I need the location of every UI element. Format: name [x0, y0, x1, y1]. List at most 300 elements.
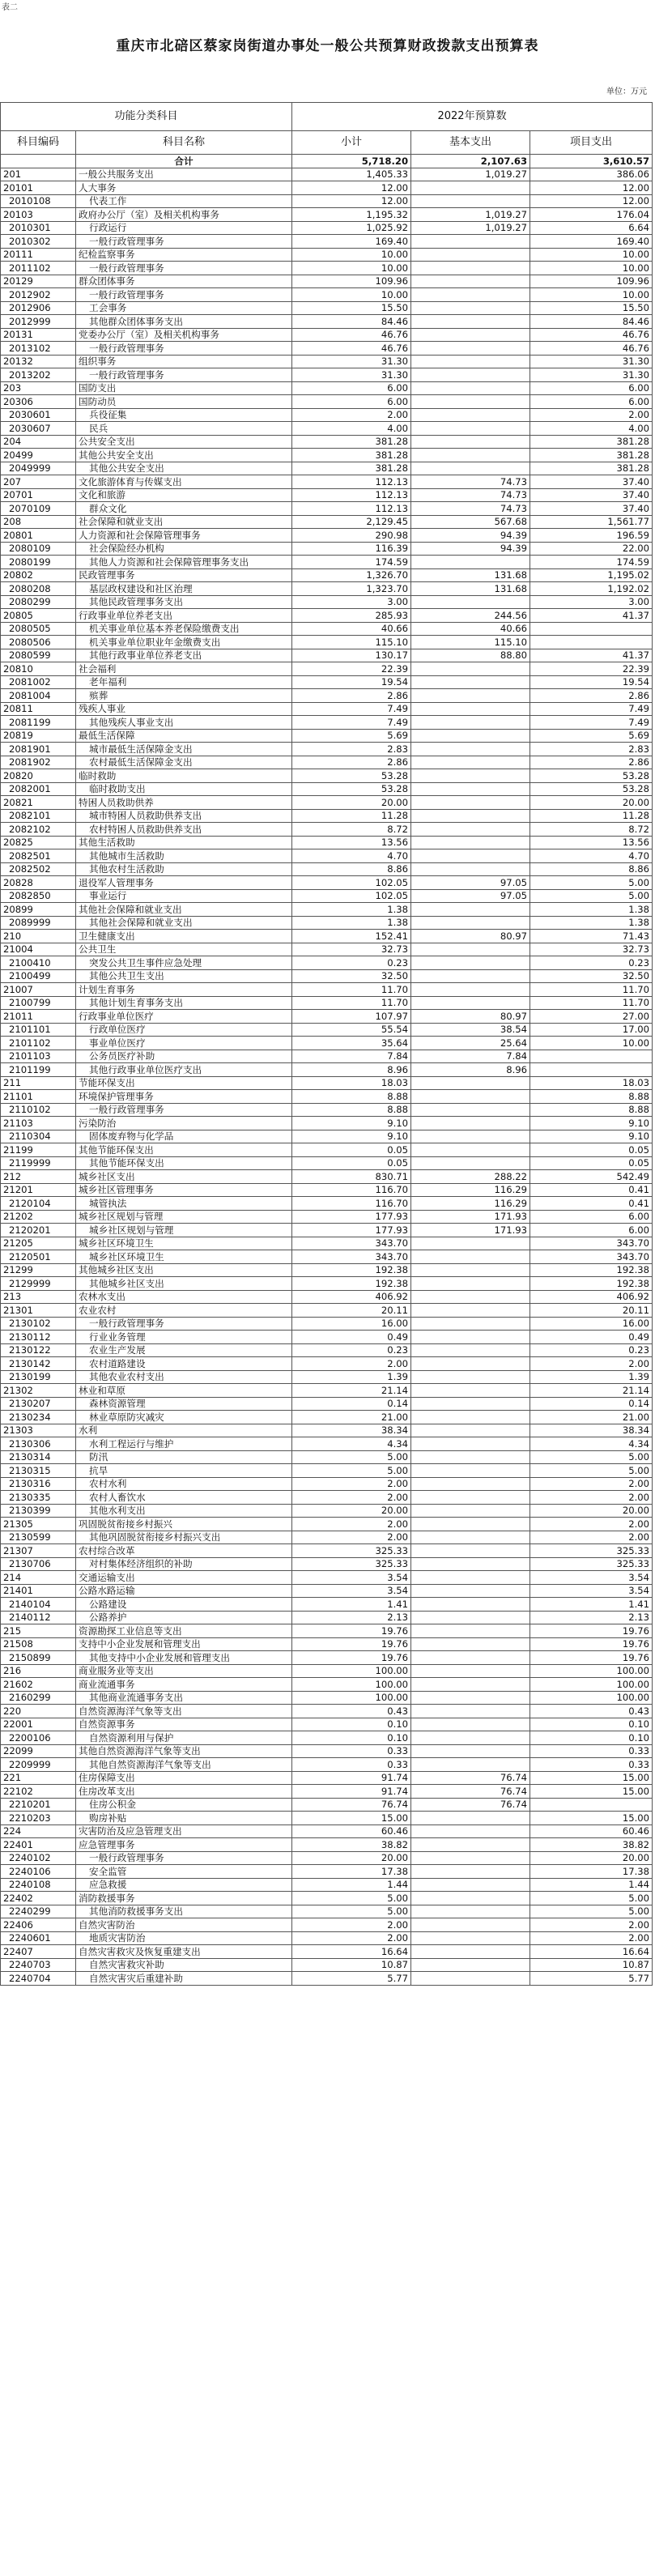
code-cell: 21401	[1, 1584, 76, 1598]
subtotal-cell: 0.23	[292, 1343, 411, 1357]
name-cell: 支持中小企业发展和管理支出	[76, 1637, 292, 1651]
project-cell: 5.00	[530, 1464, 653, 1478]
table-row	[1, 1143, 653, 1157]
table-row	[1, 1504, 653, 1518]
table-row	[1, 208, 653, 222]
code-cell: 22402	[1, 1892, 76, 1905]
subtotal-cell: 18.03	[292, 1076, 411, 1090]
code-cell: 20101	[1, 181, 76, 195]
name-cell: 公务员医疗补助	[76, 1050, 292, 1063]
table-row	[1, 1918, 653, 1932]
project-cell: 406.92	[530, 1290, 653, 1304]
table-row	[1, 1651, 653, 1665]
project-cell: 15.00	[530, 1771, 653, 1785]
project-cell: 19.76	[530, 1624, 653, 1638]
code-cell: 2240102	[1, 1851, 76, 1865]
name-cell: 其他残疾人事业支出	[76, 716, 292, 730]
code-cell: 2080208	[1, 582, 76, 596]
code-cell: 21301	[1, 1304, 76, 1318]
table-row	[1, 943, 653, 956]
project-cell: 100.00	[530, 1691, 653, 1705]
table-row	[1, 1411, 653, 1424]
name-cell: 民兵	[76, 422, 292, 436]
name-cell: 群众团体事务	[76, 275, 292, 288]
code-cell: 2100799	[1, 996, 76, 1010]
project-cell: 19.76	[530, 1637, 653, 1651]
name-cell: 农村人畜饮水	[76, 1491, 292, 1505]
code-cell: 2082502	[1, 862, 76, 876]
code-cell: 2101199	[1, 1063, 76, 1077]
basic-cell	[411, 916, 530, 930]
name-cell: 农村水利	[76, 1477, 292, 1491]
code-cell: 20131	[1, 328, 76, 342]
name-cell: 其他农村生活救助	[76, 862, 292, 876]
name-cell: 商业服务业等支出	[76, 1664, 292, 1678]
subtotal-cell: 100.00	[292, 1664, 411, 1678]
project-cell: 31.30	[530, 368, 653, 382]
name-cell: 文化旅游体育与传媒支出	[76, 475, 292, 489]
table-row	[1, 381, 653, 395]
project-cell: 1,195.02	[530, 568, 653, 582]
name-cell: 防汛	[76, 1450, 292, 1464]
project-cell	[530, 1050, 653, 1063]
project-cell: 5.00	[530, 1892, 653, 1905]
subtotal-cell: 22.39	[292, 662, 411, 676]
basic-cell: 97.05	[411, 889, 530, 903]
name-cell: 城市最低生活保障金支出	[76, 743, 292, 756]
name-cell: 残疾人事业	[76, 702, 292, 716]
project-cell: 8.86	[530, 862, 653, 876]
name-cell: 巩固脱贫衔接乡村振兴	[76, 1518, 292, 1531]
basic-cell	[411, 796, 530, 810]
name-cell: 一般行政管理事务	[76, 262, 292, 275]
name-cell: 水利工程运行与维护	[76, 1437, 292, 1451]
subtotal-cell: 1.44	[292, 1878, 411, 1892]
code-cell: 2130102	[1, 1317, 76, 1331]
subtotal-cell: 0.14	[292, 1397, 411, 1411]
project-cell: 10.87	[530, 1958, 653, 1972]
header-code: 科目编码	[1, 131, 76, 155]
table-row	[1, 462, 653, 475]
basic-cell	[411, 1718, 530, 1731]
table-row	[1, 449, 653, 462]
basic-cell: 8.96	[411, 1063, 530, 1077]
basic-cell	[411, 1397, 530, 1411]
code-cell: 2240108	[1, 1878, 76, 1892]
subtotal-cell: 8.88	[292, 1090, 411, 1104]
table-row	[1, 1972, 653, 1986]
subtotal-cell: 16.00	[292, 1317, 411, 1331]
project-cell	[530, 622, 653, 636]
name-cell: 城乡社区环境卫生	[76, 1237, 292, 1250]
table-row	[1, 969, 653, 983]
basic-cell	[411, 1705, 530, 1718]
basic-cell	[411, 729, 530, 743]
subtotal-cell: 20.00	[292, 1851, 411, 1865]
header-project: 项目支出	[530, 131, 653, 155]
name-cell: 兵役征集	[76, 408, 292, 422]
basic-cell: 88.80	[411, 649, 530, 662]
total-project: 3,610.57	[530, 155, 653, 168]
project-cell: 0.14	[530, 1397, 653, 1411]
table-row	[1, 1824, 653, 1838]
code-cell: 2100499	[1, 969, 76, 983]
project-cell: 37.40	[530, 488, 653, 502]
name-cell: 其他自然资源海洋气象等支出	[76, 1744, 292, 1758]
subtotal-cell: 8.72	[292, 823, 411, 837]
subtotal-cell: 4.34	[292, 1437, 411, 1451]
subtotal-cell: 91.74	[292, 1771, 411, 1785]
basic-cell: 74.73	[411, 475, 530, 489]
table-row	[1, 221, 653, 235]
code-cell: 2082101	[1, 809, 76, 823]
name-cell: 农林水支出	[76, 1290, 292, 1304]
subtotal-cell: 5.00	[292, 1905, 411, 1918]
basic-cell	[411, 1878, 530, 1892]
code-cell: 2160299	[1, 1691, 76, 1705]
subtotal-cell: 6.00	[292, 381, 411, 395]
project-cell: 8.88	[530, 1090, 653, 1104]
project-cell: 19.54	[530, 675, 653, 689]
project-cell: 109.96	[530, 275, 653, 288]
table-row	[1, 1370, 653, 1384]
table-row	[1, 689, 653, 703]
code-cell: 214	[1, 1571, 76, 1585]
project-cell: 53.28	[530, 769, 653, 783]
code-cell: 20701	[1, 488, 76, 502]
name-cell: 林业草原防灾减灾	[76, 1411, 292, 1424]
table-row	[1, 1183, 653, 1197]
subtotal-cell: 7.49	[292, 716, 411, 730]
name-cell: 其他城市生活救助	[76, 849, 292, 863]
basic-cell	[411, 1611, 530, 1624]
subtotal-cell: 1,405.33	[292, 168, 411, 181]
code-cell: 2070109	[1, 502, 76, 516]
name-cell: 国防支出	[76, 381, 292, 395]
basic-cell	[411, 1103, 530, 1117]
name-cell: 其他计划生育事务支出	[76, 996, 292, 1010]
subtotal-cell: 102.05	[292, 889, 411, 903]
project-cell: 174.59	[530, 556, 653, 569]
header-budget-group: 2022年预算数	[292, 103, 653, 131]
code-cell: 2240703	[1, 1958, 76, 1972]
project-cell: 3.54	[530, 1571, 653, 1585]
table-row	[1, 1544, 653, 1558]
project-cell: 9.10	[530, 1130, 653, 1143]
name-cell: 其他行政事业单位医疗支出	[76, 1063, 292, 1077]
name-cell: 其他人力资源和社会保障管理事务支出	[76, 556, 292, 569]
table-row	[1, 1637, 653, 1651]
code-cell: 2012906	[1, 301, 76, 315]
basic-cell	[411, 1691, 530, 1705]
basic-cell: 7.84	[411, 1050, 530, 1063]
project-cell: 3.54	[530, 1584, 653, 1598]
table-row	[1, 235, 653, 249]
project-cell: 0.33	[530, 1744, 653, 1758]
code-cell: 2010301	[1, 221, 76, 235]
project-cell: 325.33	[530, 1544, 653, 1558]
total-subtotal: 5,718.20	[292, 155, 411, 168]
name-cell: 其他生活救助	[76, 836, 292, 849]
project-cell: 16.00	[530, 1317, 653, 1331]
table-row	[1, 1250, 653, 1264]
name-cell: 自然灾害救灾及恢复重建支出	[76, 1945, 292, 1959]
table-row	[1, 849, 653, 863]
name-cell: 抗旱	[76, 1464, 292, 1478]
code-cell: 21299	[1, 1263, 76, 1277]
subtotal-cell: 100.00	[292, 1678, 411, 1692]
name-cell: 公路水路运输	[76, 1584, 292, 1598]
code-cell: 22099	[1, 1744, 76, 1758]
code-cell: 2082501	[1, 849, 76, 863]
code-cell: 20821	[1, 796, 76, 810]
project-cell: 15.00	[530, 1785, 653, 1799]
code-cell: 2240106	[1, 1865, 76, 1879]
subtotal-cell: 38.82	[292, 1838, 411, 1852]
basic-cell	[411, 1918, 530, 1932]
subtotal-cell: 40.66	[292, 622, 411, 636]
subtotal-cell: 290.98	[292, 529, 411, 543]
table-row	[1, 1958, 653, 1972]
basic-cell: 94.39	[411, 542, 530, 556]
basic-cell	[411, 262, 530, 275]
project-cell: 1,192.02	[530, 582, 653, 596]
basic-cell	[411, 1758, 530, 1772]
subtotal-cell: 3.54	[292, 1584, 411, 1598]
subtotal-cell: 84.46	[292, 315, 411, 329]
project-cell: 60.46	[530, 1824, 653, 1838]
basic-cell: 1,019.27	[411, 168, 530, 181]
code-cell: 2012999	[1, 315, 76, 329]
header-basic: 基本支出	[411, 131, 530, 155]
table-row	[1, 1304, 653, 1318]
project-cell: 0.10	[530, 1731, 653, 1745]
subtotal-cell: 1,323.70	[292, 582, 411, 596]
basic-cell	[411, 756, 530, 769]
name-cell: 公共卫生	[76, 943, 292, 956]
basic-cell	[411, 449, 530, 462]
code-cell: 210	[1, 930, 76, 943]
table-row	[1, 889, 653, 903]
subtotal-cell: 2.83	[292, 743, 411, 756]
subtotal-cell: 19.54	[292, 675, 411, 689]
project-cell: 0.33	[530, 1758, 653, 1772]
name-cell: 最低生活保障	[76, 729, 292, 743]
name-cell: 行政单位医疗	[76, 1023, 292, 1037]
basic-cell	[411, 1290, 530, 1304]
subtotal-cell: 174.59	[292, 556, 411, 569]
table-row	[1, 1076, 653, 1090]
table-row	[1, 1931, 653, 1945]
project-cell: 16.64	[530, 1945, 653, 1959]
code-cell: 21602	[1, 1678, 76, 1692]
basic-cell	[411, 1624, 530, 1638]
basic-cell: 116.29	[411, 1183, 530, 1197]
project-cell: 15.50	[530, 301, 653, 315]
code-cell: 2080506	[1, 636, 76, 649]
subtotal-cell: 116.39	[292, 542, 411, 556]
basic-cell	[411, 1824, 530, 1838]
name-cell: 行政事业单位养老支出	[76, 609, 292, 623]
name-cell: 住房公积金	[76, 1798, 292, 1812]
name-cell: 固体废弃物与化学品	[76, 1130, 292, 1143]
table-row	[1, 1691, 653, 1705]
project-cell: 19.76	[530, 1651, 653, 1665]
name-cell: 其他水利支出	[76, 1504, 292, 1518]
project-cell: 2.00	[530, 1931, 653, 1945]
subtotal-cell: 0.33	[292, 1744, 411, 1758]
code-cell: 2130199	[1, 1370, 76, 1384]
name-cell: 应急管理事务	[76, 1838, 292, 1852]
table-row	[1, 529, 653, 543]
name-cell: 公路建设	[76, 1598, 292, 1612]
table-row	[1, 1678, 653, 1692]
subtotal-cell: 2.00	[292, 1357, 411, 1371]
name-cell: 民政管理事务	[76, 568, 292, 582]
subtotal-cell: 17.38	[292, 1865, 411, 1879]
basic-cell	[411, 1143, 530, 1157]
subtotal-cell: 0.43	[292, 1705, 411, 1718]
subtotal-cell: 2.00	[292, 1491, 411, 1505]
project-cell: 1.38	[530, 903, 653, 917]
name-cell: 城乡社区支出	[76, 1170, 292, 1184]
subtotal-cell: 2.00	[292, 1931, 411, 1945]
code-cell: 21103	[1, 1117, 76, 1130]
project-cell: 100.00	[530, 1678, 653, 1692]
basic-cell: 115.10	[411, 636, 530, 649]
code-cell: 2082001	[1, 782, 76, 796]
name-cell: 其他公共卫生支出	[76, 969, 292, 983]
subtotal-cell: 192.38	[292, 1263, 411, 1277]
subtotal-cell: 15.00	[292, 1812, 411, 1825]
subtotal-cell: 2.86	[292, 756, 411, 769]
code-cell: 21101	[1, 1090, 76, 1104]
table-row	[1, 1624, 653, 1638]
basic-cell: 76.74	[411, 1785, 530, 1799]
name-cell: 其他节能环保支出	[76, 1143, 292, 1157]
table-row	[1, 502, 653, 516]
table-row	[1, 743, 653, 756]
code-cell: 2130234	[1, 1411, 76, 1424]
subtotal-cell: 381.28	[292, 449, 411, 462]
name-cell: 林业和草原	[76, 1384, 292, 1398]
subtotal-cell: 10.00	[292, 288, 411, 302]
code-cell: 2011102	[1, 262, 76, 275]
project-cell: 20.00	[530, 796, 653, 810]
code-cell: 215	[1, 1624, 76, 1638]
project-cell: 12.00	[530, 194, 653, 208]
subtotal-cell: 3.00	[292, 595, 411, 609]
basic-cell	[411, 1477, 530, 1491]
name-cell: 自然资源海洋气象等支出	[76, 1705, 292, 1718]
table-row	[1, 1905, 653, 1918]
subtotal-cell: 46.76	[292, 328, 411, 342]
code-cell: 2080505	[1, 622, 76, 636]
name-cell: 自然灾害灾后重建补助	[76, 1972, 292, 1986]
name-cell: 农村特困人员救助供养支出	[76, 823, 292, 837]
name-cell: 人大事务	[76, 181, 292, 195]
code-cell: 21202	[1, 1210, 76, 1224]
subtotal-cell: 112.13	[292, 475, 411, 489]
basic-cell	[411, 1437, 530, 1451]
basic-cell	[411, 1571, 530, 1585]
basic-cell	[411, 1250, 530, 1264]
basic-cell	[411, 1491, 530, 1505]
name-cell: 老年福利	[76, 675, 292, 689]
name-cell: 城乡社区环境卫生	[76, 1250, 292, 1264]
code-cell: 2101101	[1, 1023, 76, 1037]
subtotal-cell: 31.30	[292, 368, 411, 382]
basic-cell	[411, 368, 530, 382]
basic-cell	[411, 1812, 530, 1825]
table-row	[1, 1317, 653, 1331]
table-row	[1, 1518, 653, 1531]
table-row	[1, 1892, 653, 1905]
table-row	[1, 1023, 653, 1037]
basic-cell	[411, 342, 530, 356]
table-row	[1, 1838, 653, 1852]
table-row	[1, 1156, 653, 1170]
name-cell: 一般行政管理事务	[76, 1317, 292, 1331]
code-cell: 20825	[1, 836, 76, 849]
table-row	[1, 1237, 653, 1250]
basic-cell	[411, 836, 530, 849]
name-cell: 其他巩固脱贫衔接乡村振兴支出	[76, 1531, 292, 1544]
project-cell: 0.10	[530, 1718, 653, 1731]
subtotal-cell: 192.38	[292, 1277, 411, 1291]
basic-cell: 171.93	[411, 1210, 530, 1224]
project-cell: 192.38	[530, 1263, 653, 1277]
code-cell: 2130207	[1, 1397, 76, 1411]
project-cell: 8.72	[530, 823, 653, 837]
project-cell: 12.00	[530, 181, 653, 195]
code-cell: 22102	[1, 1785, 76, 1799]
subtotal-cell: 107.97	[292, 1010, 411, 1024]
subtotal-cell: 2.00	[292, 1518, 411, 1531]
corner-label: 表二	[2, 3, 18, 12]
project-cell: 0.49	[530, 1331, 653, 1344]
basic-cell	[411, 1424, 530, 1437]
project-cell: 17.38	[530, 1865, 653, 1879]
project-cell: 5.00	[530, 1905, 653, 1918]
name-cell: 水利	[76, 1424, 292, 1437]
basic-cell	[411, 235, 530, 249]
table-row	[1, 1384, 653, 1398]
basic-cell	[411, 1277, 530, 1291]
name-cell: 其他城乡社区支出	[76, 1263, 292, 1277]
basic-cell	[411, 996, 530, 1010]
subtotal-cell: 1.41	[292, 1598, 411, 1612]
table-row	[1, 836, 653, 849]
subtotal-cell: 343.70	[292, 1237, 411, 1250]
project-cell: 169.40	[530, 235, 653, 249]
code-cell: 212	[1, 1170, 76, 1184]
code-cell: 2130306	[1, 1437, 76, 1451]
code-cell: 21007	[1, 983, 76, 997]
subtotal-cell: 2,129.45	[292, 515, 411, 529]
code-cell: 2012902	[1, 288, 76, 302]
basic-cell	[411, 315, 530, 329]
subtotal-cell: 32.50	[292, 969, 411, 983]
table-row	[1, 194, 653, 208]
table-row	[1, 301, 653, 315]
table-row	[1, 262, 653, 275]
project-cell: 6.64	[530, 221, 653, 235]
project-cell: 0.23	[530, 956, 653, 970]
subtotal-cell: 3.54	[292, 1571, 411, 1585]
project-cell: 37.40	[530, 502, 653, 516]
table-row	[1, 1117, 653, 1130]
